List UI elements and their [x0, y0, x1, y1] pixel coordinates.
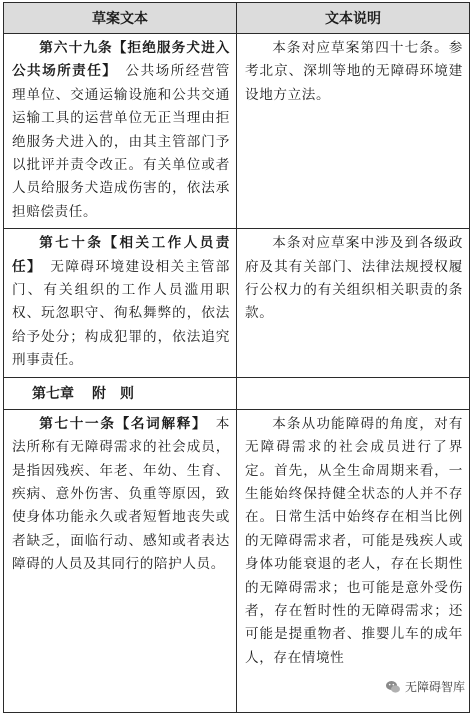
chapter-number: 第七章 [32, 386, 74, 403]
chapter-row [4, 377, 470, 409]
header-explanation: 文本说明 [237, 3, 470, 34]
wechat-icon [385, 679, 401, 695]
draft-cell [4, 409, 237, 712]
comparison-table [3, 2, 470, 713]
header-draft-text: 草案文本 [4, 3, 237, 34]
explanation-cell [237, 409, 470, 712]
article-text: 本法所称有无障碍需求的社会成员，是指因残疾、年老、年幼、生育、疾病、意外伤害、负重等原因，致使身体功能永久或者短暂地丧失或者缺乏，面临行动、感知或者表达障碍的人员及其同行的陪护人员。 [12, 415, 230, 573]
table-row [4, 409, 470, 712]
explanation-cell [237, 229, 470, 377]
chapter-heading [4, 377, 237, 409]
watermark-text: 无障碍智库 [404, 680, 465, 694]
article-title: 第六十九条【拒绝服务犬进入公共场所责任】 [12, 40, 230, 80]
explanation-cell [237, 34, 470, 229]
watermark [382, 677, 468, 696]
article-text: 公共场所经营管理单位、交通运输设施和公共交通运输工具的运营单位无正当理由拒绝服务犬进入的，由其主管部门予以批评并责令改正。有关单位或者人员给服务犬造成伤害的，依法承担赔偿责任。 [12, 63, 230, 220]
chapter-title: 附 则 [92, 386, 134, 403]
explanation-text: 本条对应草案第四十七条。参考北京、深圳等地的无障碍环境建设地方立法。 [245, 40, 463, 103]
article-text: 无障碍环境建设相关主管部门、有关组织的工作人员滥用职权、玩忽职守、徇私舞弊的，依法给予处分；构成犯罪的，依法追究刑事责任。 [12, 258, 230, 369]
document-page [3, 2, 469, 697]
table-row [4, 229, 470, 377]
empty-cell [237, 377, 470, 409]
explanation-text: 本条从功能障碍的角度，对有无障碍需求的社会成员进行了界定。首先，从全生命周期来看，一生能始终保持健全状态的人并不存在。日常生活中始终存在相当比例的无障碍需求者，可能是残疾人或身体功能衰退的老人，存在长期性的无障碍需求；也可能是意外受伤者，存在暂时性的无障碍需求；还可能是提重物者、推婴儿车的成年人，存在情境性 [245, 415, 463, 666]
draft-cell [4, 229, 237, 377]
table-header-row [4, 3, 470, 34]
draft-cell [4, 34, 237, 229]
article-title: 第七十一条【名词解释】 [39, 415, 201, 432]
article-title: 第七十条【相关工作人员责任】 [12, 235, 230, 275]
explanation-text: 本条对应草案中涉及到各级政府及其有关部门、法律法规授权履行公权力的有关组织相关职责的条款。 [245, 235, 463, 322]
table-row [4, 34, 470, 229]
